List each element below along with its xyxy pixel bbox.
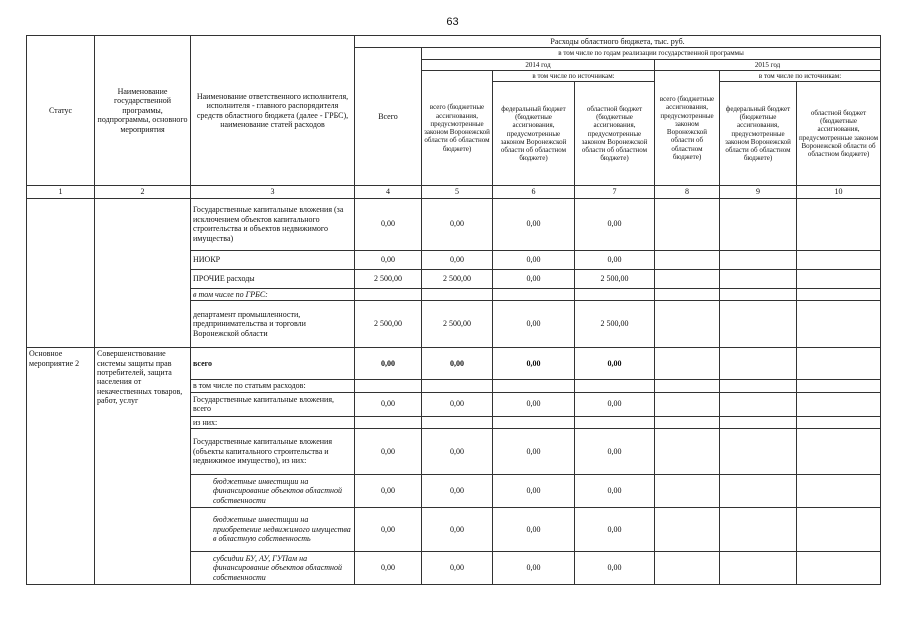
value-2014-regional: 0,00 — [575, 392, 655, 416]
value-2014-federal: 0,00 — [493, 269, 575, 288]
value-2014-total: 0,00 — [422, 428, 493, 474]
table-row — [27, 198, 881, 250]
header-2014-by-sources: в том числе по источникам: — [493, 70, 655, 81]
value-2014-federal: 0,00 — [493, 507, 575, 551]
column-numbers-row — [27, 186, 881, 198]
header-executor: Наименование ответственного исполнителя, исполнителя - главного распорядителя средств областного бюджета (далее - ГРБС), наименование статей расходов — [191, 36, 355, 186]
row-label: Государственные капитальные вложения (объекты капитального строительства и недвижимое имущество), из них: — [191, 428, 355, 474]
value-2014-regional: 0,00 — [575, 250, 655, 269]
header-2015-federal: федеральный бюджет (бюджетные ассигнования, предусмотренные законом Воронежской области об областном бюджете) — [720, 82, 797, 186]
value-2014-regional: 0,00 — [575, 428, 655, 474]
header-year-2015: 2015 год — [655, 59, 881, 70]
value-2014-regional: 0,00 — [575, 551, 655, 584]
column-number: 2 — [95, 186, 191, 198]
value-2014-total: 0,00 — [422, 198, 493, 250]
row-label: всего — [191, 348, 355, 380]
header-2014-regional: областной бюджет (бюджетные ассигнования, предусмотренные законом Воронежской области об областном бюджете) — [575, 82, 655, 186]
header-2014-sources-total: всего (бюджетные ассигнования, предусмотренные законом Воронежской области об областном бюджете) — [422, 70, 493, 185]
header-2014-federal: федеральный бюджет (бюджетные ассигнования, предусмотренные законом Воронежской области об областном бюджете) — [493, 82, 575, 186]
value-2014-total: 0,00 — [422, 474, 493, 507]
row-label: субсидии БУ, АУ, ГУПам на финансирование объектов областной собственности — [191, 551, 355, 584]
value-total: 0,00 — [355, 507, 422, 551]
value-total: 0,00 — [355, 348, 422, 380]
value-total: 0,00 — [355, 474, 422, 507]
value-2014-federal: 0,00 — [493, 428, 575, 474]
header-2015-by-sources: в том числе по источникам: — [720, 70, 881, 81]
row-label: ПРОЧИЕ расходы — [191, 269, 355, 288]
page-number: 63 — [446, 16, 459, 28]
value-2014-federal: 0,00 — [493, 551, 575, 584]
value-2014-regional: 2 500,00 — [575, 301, 655, 348]
row-label: Государственные капитальные вложения (за исключением объектов капитального строительства и объектов недвижимого имущества) — [191, 198, 355, 250]
value-total: 0,00 — [355, 198, 422, 250]
column-number: 7 — [575, 186, 655, 198]
header-expenses-title: Расходы областного бюджета, тыс. руб. — [355, 36, 881, 48]
value-2014-total: 0,00 — [422, 507, 493, 551]
value-2014-total: 2 500,00 — [422, 269, 493, 288]
main-event-status: Основное мероприятие 2 — [27, 348, 95, 585]
value-2014-federal: 0,00 — [493, 301, 575, 348]
value-2014-federal: 0,00 — [493, 250, 575, 269]
row-label: бюджетные инвестиции на финансирование объектов областной собственности — [191, 474, 355, 507]
header-2015-sources-total: всего (бюджетные ассигнования, предусмотренные законом Воронежской области об областном бюджете) — [655, 70, 720, 185]
value-2014-regional: 0,00 — [575, 198, 655, 250]
value-2014-regional: 0,00 — [575, 348, 655, 380]
value-2014-regional: 0,00 — [575, 507, 655, 551]
header-by-years: в том числе по годам реализации государственной программы — [422, 48, 881, 59]
value-2014-federal: 0,00 — [493, 198, 575, 250]
column-number: 5 — [422, 186, 493, 198]
row-label: в том числе по ГРБС: — [191, 288, 355, 300]
column-number: 8 — [655, 186, 720, 198]
row-label: департамент промышленности, предпринимательства и торговли Воронежской области — [191, 301, 355, 348]
value-2014-regional: 0,00 — [575, 474, 655, 507]
header-year-2014: 2014 год — [422, 59, 655, 70]
header-total: Всего — [355, 48, 422, 186]
row-label: бюджетные инвестиции на приобретение недвижимого имущества в областную собственность — [191, 507, 355, 551]
value-2014-regional: 2 500,00 — [575, 269, 655, 288]
column-number: 6 — [493, 186, 575, 198]
value-2014-total: 0,00 — [422, 250, 493, 269]
value-total: 0,00 — [355, 392, 422, 416]
header-status: Статус — [27, 36, 95, 186]
value-2014-federal: 0,00 — [493, 392, 575, 416]
value-total: 2 500,00 — [355, 301, 422, 348]
row-label: НИОКР — [191, 250, 355, 269]
column-number: 9 — [720, 186, 797, 198]
value-2014-total: 2 500,00 — [422, 301, 493, 348]
column-number: 10 — [797, 186, 881, 198]
row-label: из них: — [191, 416, 355, 428]
column-number: 1 — [27, 186, 95, 198]
value-2014-federal: 0,00 — [493, 348, 575, 380]
value-2014-total: 0,00 — [422, 392, 493, 416]
value-2014-total: 0,00 — [422, 348, 493, 380]
header-2015-regional: областной бюджет (бюджетные ассигнования, предусмотренные законом Воронежской области об областном бюджете) — [797, 82, 881, 186]
column-number: 4 — [355, 186, 422, 198]
budget-table — [26, 35, 881, 585]
value-2014-federal: 0,00 — [493, 474, 575, 507]
value-total: 0,00 — [355, 250, 422, 269]
row-label: в том числе по статьям расходов: — [191, 380, 355, 392]
main-event-name: Совершенствование системы защиты прав потребителей, защита населения от некачественных товаров, работ, услуг — [95, 348, 191, 585]
table-row — [27, 348, 881, 380]
value-total: 0,00 — [355, 428, 422, 474]
value-total: 0,00 — [355, 551, 422, 584]
row-label: Государственные капитальные вложения, всего — [191, 392, 355, 416]
column-number: 3 — [191, 186, 355, 198]
value-total: 2 500,00 — [355, 269, 422, 288]
value-2014-total: 0,00 — [422, 551, 493, 584]
header-program-name: Наименование государственной программы, подпрограммы, основного мероприятия — [95, 36, 191, 186]
